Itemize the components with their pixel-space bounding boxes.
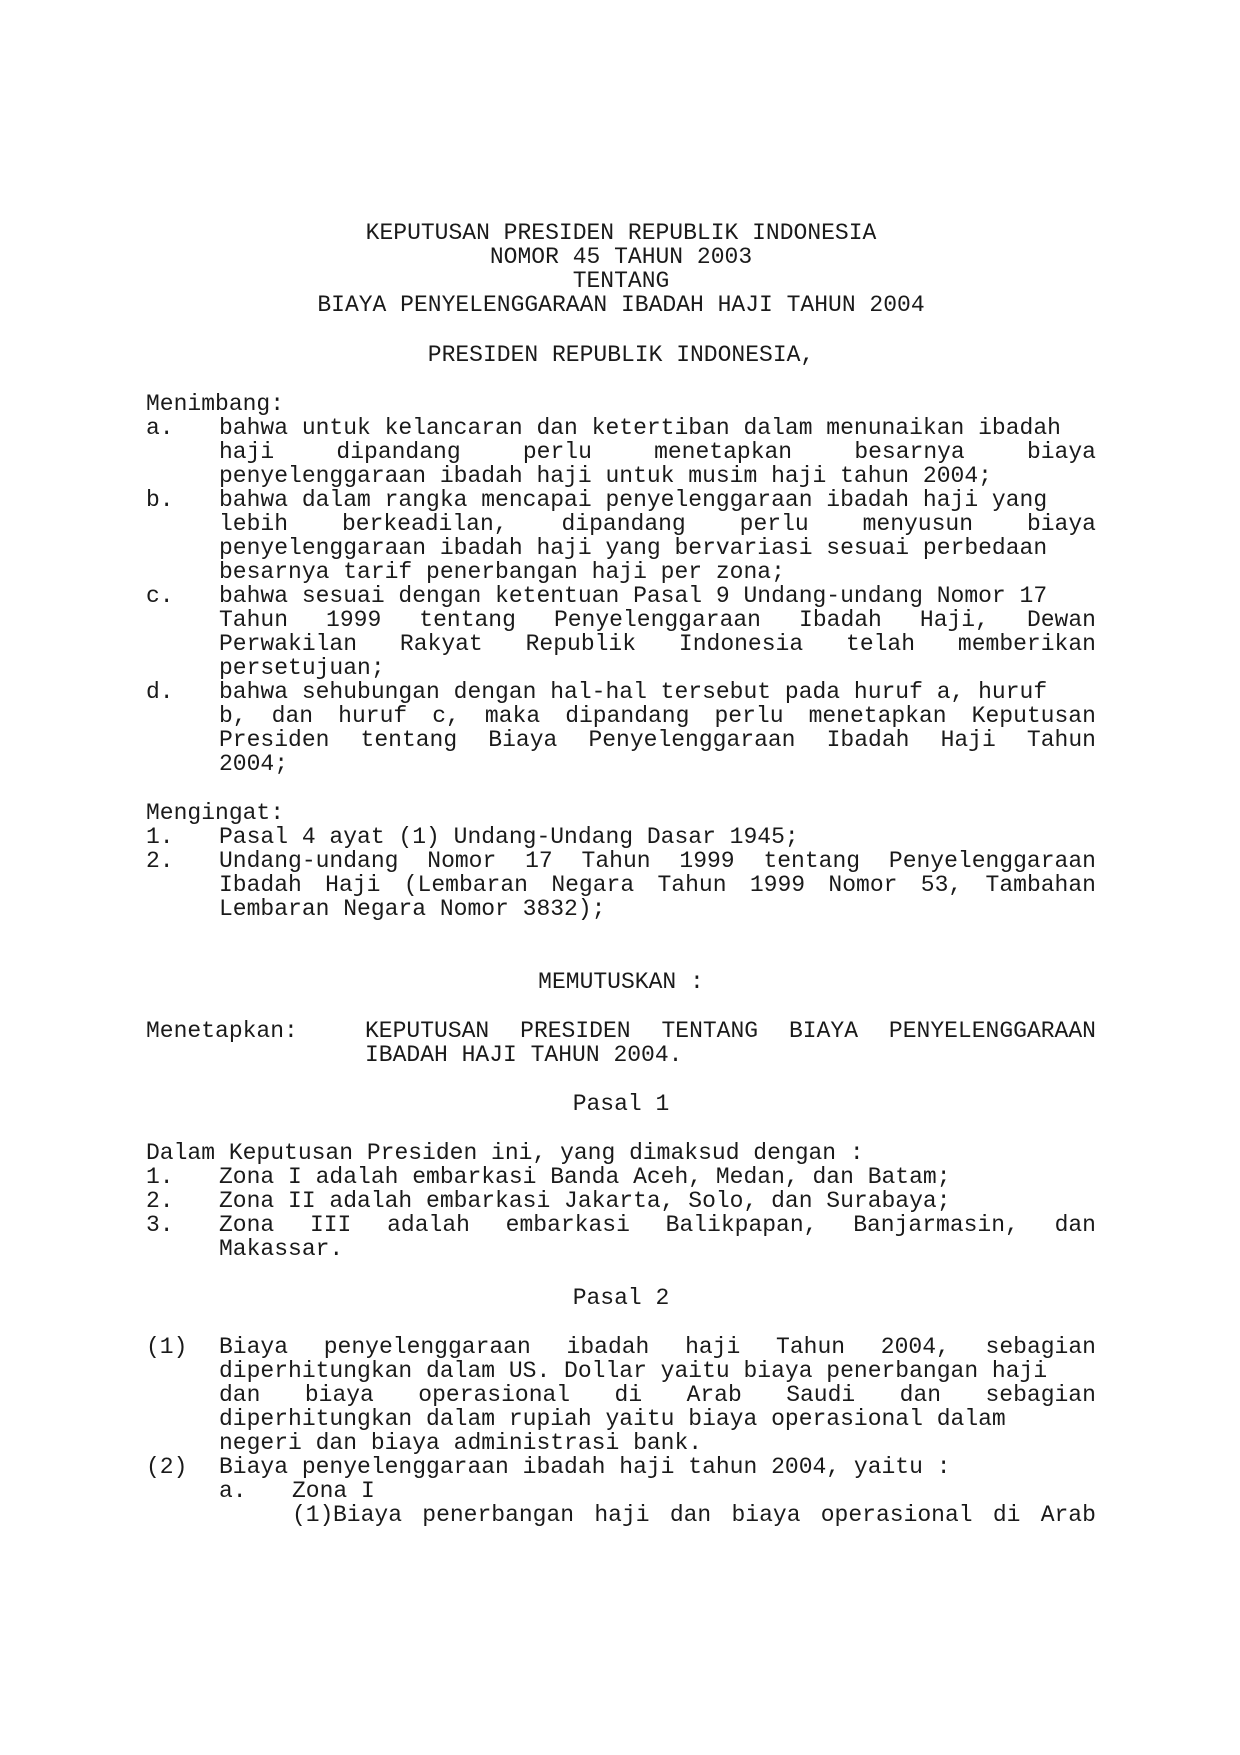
- pasal1-line: Zona II adalah embarkasi Jakarta, Solo, dan Surabaya;: [219, 1188, 951, 1214]
- justified-word: adalah: [387, 1212, 470, 1238]
- justified-word: Indonesia: [678, 631, 804, 657]
- decree-subject: BIAYA PENYELENGGARAAN IBADAH HAJI TAHUN 2004: [317, 292, 925, 318]
- pasal2-sub-marker: a.: [219, 1478, 247, 1504]
- justified-word: Tahun: [776, 1334, 846, 1360]
- justified-word: Nomor: [828, 872, 898, 898]
- pasal2-line: diperhitungkan dalam rupiah yaitu biaya operasional dalam: [219, 1406, 1006, 1432]
- pasal1-marker: 3.: [146, 1212, 174, 1238]
- pasal1-line: Zona I adalah embarkasi Banda Aceh, Medan, dan Batam;: [219, 1164, 951, 1190]
- menimbang-line: persetujuan;: [219, 655, 385, 681]
- menetapkan-line-justified: [365, 1019, 1096, 1043]
- justified-word: dan: [669, 1502, 712, 1528]
- pasal2-line: Biaya penyelenggaraan ibadah haji tahun 2004, yaitu :: [219, 1454, 951, 1480]
- memutuskan-heading: MEMUTUSKAN :: [538, 969, 704, 995]
- justified-word: penyelenggaraan: [323, 1334, 531, 1360]
- justified-word: biaya: [1026, 511, 1096, 537]
- decree-about: TENTANG: [572, 268, 670, 294]
- justified-word: tentang: [360, 727, 458, 753]
- justified-word: dipandang: [336, 439, 461, 465]
- justified-word: Republik: [525, 631, 637, 657]
- justified-word: haji: [594, 1502, 650, 1528]
- justified-word: Tahun: [657, 872, 727, 898]
- justified-word: 1999: [326, 607, 382, 633]
- justified-word: biaya: [1026, 439, 1096, 465]
- justified-word: Haji: [325, 872, 381, 898]
- mengingat-line: Lembaran Negara Nomor 3832);: [219, 896, 606, 922]
- justified-word: Biaya: [333, 1502, 403, 1528]
- justified-word: Ibadah: [219, 872, 302, 898]
- justified-word: haji: [219, 439, 275, 465]
- justified-word: besarnya: [854, 439, 965, 465]
- justified-word: perlu: [522, 439, 592, 465]
- justified-word: lebih: [219, 511, 289, 537]
- justified-word: biaya: [304, 1382, 374, 1408]
- justified-word: Haji,: [919, 607, 989, 633]
- justified-word: Haji: [940, 727, 996, 753]
- justified-word: dipandang: [561, 511, 686, 537]
- menimbang-line-justified: [219, 632, 1096, 656]
- justified-word: telah: [846, 631, 916, 657]
- justified-word: Banjarmasin,: [853, 1212, 1019, 1238]
- justified-word: PRESIDEN: [520, 1018, 631, 1044]
- justified-word: Ibadah: [799, 607, 882, 633]
- justified-word: biaya: [731, 1502, 801, 1528]
- justified-word: menyusun: [862, 511, 974, 537]
- justified-word: embarkasi: [505, 1212, 630, 1238]
- menimbang-marker: b.: [146, 487, 174, 513]
- pasal1-line-justified: [219, 1213, 1096, 1237]
- justified-word: penerbangan: [422, 1502, 575, 1528]
- menimbang-marker: c.: [146, 583, 174, 609]
- menimbang-label: Menimbang:: [146, 391, 285, 417]
- justified-word: Undang-undang: [219, 848, 399, 874]
- justified-word: memberikan: [957, 631, 1096, 657]
- justified-word: Penyelenggaraan: [888, 848, 1096, 874]
- justified-word: 1999: [749, 872, 806, 898]
- menimbang-line-justified: [219, 608, 1096, 632]
- justified-word: Presiden: [219, 727, 330, 753]
- justified-word: Tambahan: [985, 872, 1096, 898]
- pasal2-marker: (1): [146, 1334, 188, 1360]
- justified-word: 1999: [679, 848, 735, 874]
- mengingat-line-justified: [219, 873, 1096, 897]
- pasal2-subsub-marker: (1): [292, 1502, 334, 1528]
- pasal2-subsub-line-justified: [333, 1503, 1096, 1527]
- justified-word: menetapkan: [654, 439, 793, 465]
- menimbang-line: 2004;: [219, 751, 289, 777]
- president-heading: PRESIDEN REPUBLIK INDONESIA,: [427, 342, 815, 368]
- menimbang-line-justified: [219, 728, 1096, 752]
- pasal2-line: diperhitungkan dalam US. Dollar yaitu biaya penerbangan haji: [219, 1358, 1048, 1384]
- justified-word: di: [992, 1502, 1021, 1528]
- justified-word: sebagian: [985, 1334, 1096, 1360]
- justified-word: Tahun: [581, 848, 651, 874]
- justified-word: dan: [271, 703, 314, 729]
- menimbang-line: penyelenggaraan ibadah haji yang bervariasi sesuai perbedaan: [219, 535, 1048, 561]
- pasal2-title: Pasal 2: [572, 1285, 670, 1311]
- justified-word: 2004,: [880, 1334, 950, 1360]
- justified-word: (Lembaran: [403, 872, 528, 898]
- justified-word: dan: [219, 1382, 261, 1408]
- justified-word: Ibadah: [826, 727, 910, 753]
- menetapkan-label: Menetapkan:: [146, 1018, 298, 1044]
- menimbang-marker: a.: [146, 415, 174, 441]
- pasal1-title: Pasal 1: [572, 1091, 670, 1117]
- justified-word: Balikpapan,: [665, 1212, 818, 1238]
- mengingat-label: Mengingat:: [146, 800, 285, 826]
- justified-word: Saudi: [786, 1382, 856, 1408]
- justified-word: Biaya: [488, 727, 558, 753]
- mengingat-line-justified: [219, 849, 1096, 873]
- menimbang-line: bahwa sesuai dengan ketentuan Pasal 9 Undang-undang Nomor 17: [219, 583, 1048, 609]
- pasal1-marker: 2.: [146, 1188, 174, 1214]
- menimbang-marker: d.: [146, 679, 174, 705]
- justified-word: perlu: [714, 703, 784, 729]
- justified-word: 53,: [920, 872, 963, 898]
- justified-word: Arab: [1040, 1502, 1096, 1528]
- justified-word: Nomor: [427, 848, 497, 874]
- justified-word: operasional: [820, 1502, 973, 1528]
- justified-word: TENTANG: [661, 1018, 759, 1044]
- justified-word: tentang: [763, 848, 861, 874]
- justified-word: Dewan: [1026, 607, 1096, 633]
- justified-word: dan: [899, 1382, 942, 1408]
- justified-word: Penyelenggaraan: [588, 727, 796, 753]
- menimbang-line-justified: [219, 704, 1096, 728]
- pasal2-line-justified: [219, 1383, 1096, 1407]
- menimbang-line-justified: [219, 512, 1096, 536]
- justified-word: di: [614, 1382, 643, 1408]
- justified-word: berkeadilan,: [341, 511, 508, 537]
- pasal2-sub-label: Zona I: [292, 1478, 375, 1504]
- justified-word: sebagian: [985, 1382, 1096, 1408]
- justified-word: Arab: [686, 1382, 742, 1408]
- menimbang-line: besarnya tarif penerbangan haji per zona;: [219, 559, 785, 585]
- justified-word: huruf: [338, 703, 408, 729]
- mengingat-marker: 2.: [146, 848, 174, 874]
- justified-word: Rakyat: [399, 631, 483, 657]
- justified-word: Tahun: [219, 607, 289, 633]
- menimbang-line: bahwa sehubungan dengan hal-hal tersebut pada huruf a, huruf: [219, 679, 1048, 705]
- mengingat-line: Pasal 4 ayat (1) Undang-Undang Dasar 1945;: [219, 824, 799, 850]
- decree-number: NOMOR 45 TAHUN 2003: [489, 244, 753, 270]
- pasal1-line: Makassar.: [219, 1236, 344, 1262]
- justified-word: 17: [525, 848, 553, 874]
- pasal2-line: negeri dan biaya administrasi bank.: [219, 1430, 703, 1456]
- justified-word: operasional: [418, 1382, 571, 1408]
- justified-word: menetapkan: [808, 703, 947, 729]
- justified-word: haji: [685, 1334, 741, 1360]
- pasal1-intro: Dalam Keputusan Presiden ini, yang dimaksud dengan :: [146, 1140, 864, 1166]
- justified-word: Tahun: [1026, 727, 1096, 753]
- menimbang-line: bahwa untuk kelancaran dan ketertiban dalam menunaikan ibadah: [219, 415, 1061, 441]
- justified-word: Biaya: [219, 1334, 289, 1360]
- justified-word: maka: [484, 703, 541, 729]
- menimbang-line: penyelenggaraan ibadah haji untuk musim haji tahun 2004;: [219, 463, 992, 489]
- justified-word: BIAYA: [789, 1018, 859, 1044]
- menimbang-line-justified: [219, 440, 1096, 464]
- justified-word: KEPUTUSAN: [365, 1018, 490, 1044]
- justified-word: c,: [432, 703, 460, 729]
- justified-word: Zona: [219, 1212, 275, 1238]
- justified-word: b,: [219, 703, 247, 729]
- justified-word: ibadah: [566, 1334, 650, 1360]
- justified-word: perlu: [739, 511, 809, 537]
- justified-word: dipandang: [565, 703, 690, 729]
- mengingat-marker: 1.: [146, 824, 174, 850]
- pasal2-line-justified: [219, 1335, 1096, 1359]
- justified-word: Keputusan: [971, 703, 1096, 729]
- justified-word: tentang: [419, 607, 516, 633]
- menetapkan-line: IBADAH HAJI TAHUN 2004.: [365, 1042, 683, 1068]
- justified-word: Perwakilan: [219, 631, 358, 657]
- menimbang-line: bahwa dalam rangka mencapai penyelenggaraan ibadah haji yang: [219, 487, 1048, 513]
- pasal1-marker: 1.: [146, 1164, 174, 1190]
- justified-word: III: [309, 1212, 352, 1238]
- justified-word: Penyelenggaraan: [553, 607, 761, 633]
- justified-word: PENYELENGGARAAN: [888, 1018, 1096, 1044]
- justified-word: dan: [1054, 1212, 1096, 1238]
- pasal2-marker: (2): [146, 1454, 188, 1480]
- justified-word: Negara: [551, 872, 635, 898]
- decree-title: KEPUTUSAN PRESIDEN REPUBLIK INDONESIA: [365, 220, 877, 246]
